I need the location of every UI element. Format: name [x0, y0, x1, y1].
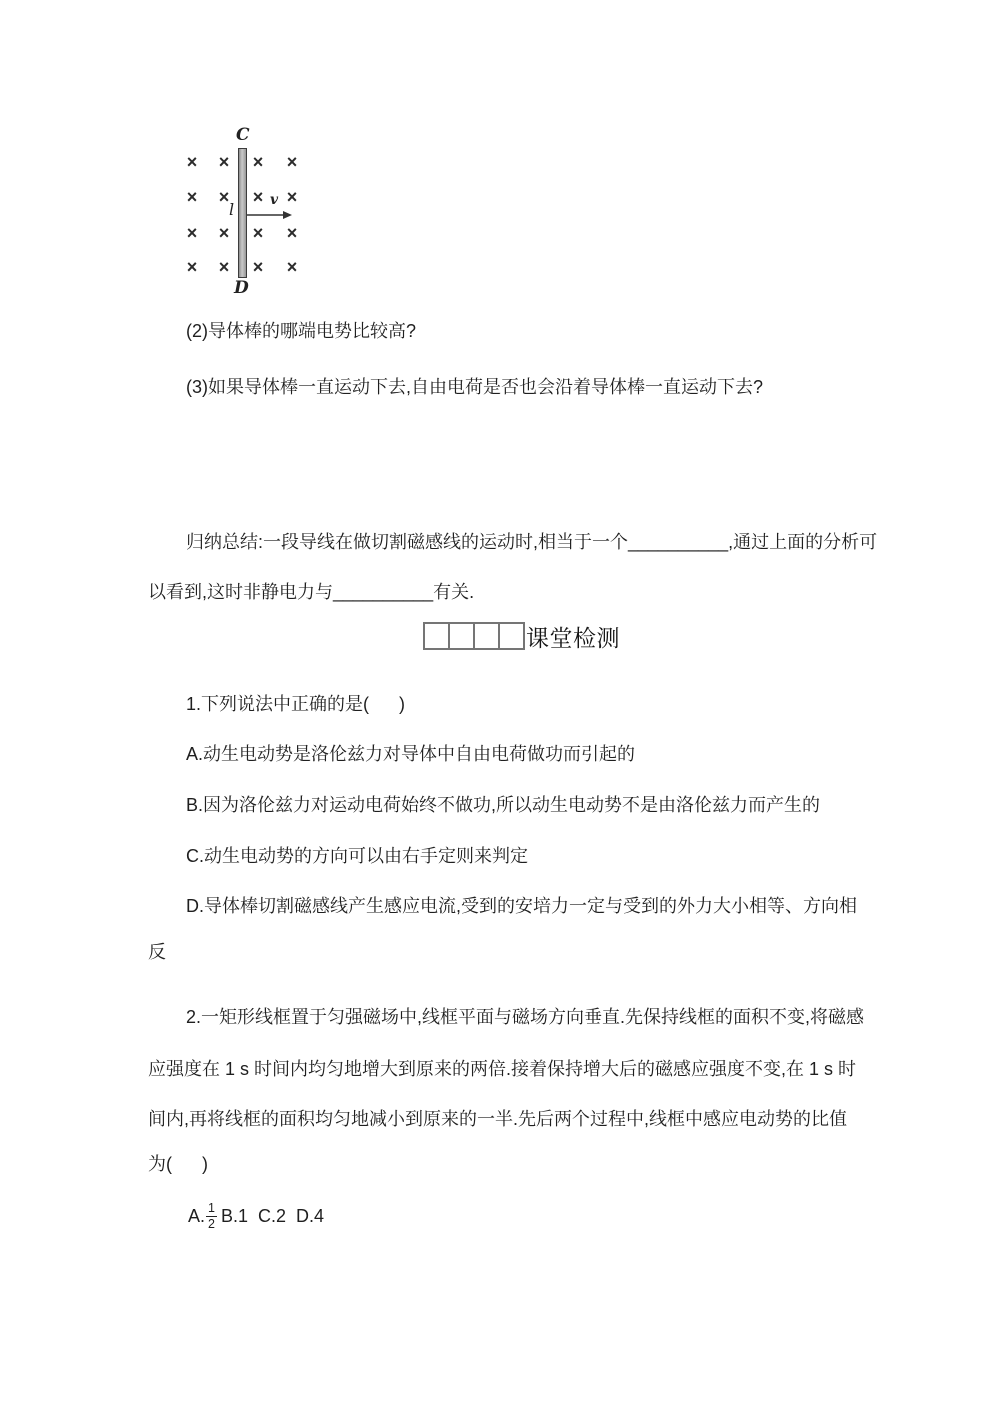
section-header [148, 611, 908, 661]
answer-boxes [423, 622, 523, 650]
velocity-label: v [270, 192, 279, 208]
field-into-page-cross-icon: × [252, 152, 264, 172]
field-into-page-cross-icon: × [286, 187, 298, 207]
section-title: 课堂检测 [526, 624, 620, 651]
field-into-page-cross-icon: × [218, 187, 230, 207]
summary-line-1: 归纳总结:一段导线在做切割磁感线的运动时,相当于一个__________,通过上面的分析可 [186, 532, 878, 552]
answer-box [448, 622, 475, 650]
upper-text-block [148, 0, 908, 617]
summary-line-2: 以看到,这时非静电力与__________有关. [148, 582, 475, 602]
rod-top-label: C [236, 125, 250, 145]
q2-option-a-prefix: A. [188, 1205, 206, 1226]
field-into-page-cross-icon: × [286, 223, 298, 243]
q1-option-c: C.动生电动势的方向可以由右手定则来判定 [186, 846, 528, 866]
field-into-page-cross-icon: × [186, 152, 198, 172]
q1-option-b: B.因为洛伦兹力对运动电荷始终不做功,所以动生电动势不是由洛伦兹力而产生的 [186, 795, 821, 815]
q1-stem: 1.下列说法中正确的是( ) [186, 694, 406, 714]
field-into-page-cross-icon: × [252, 257, 264, 277]
answer-box [473, 622, 500, 650]
field-into-page-cross-icon: × [218, 152, 230, 172]
q2-stem-line-3: 间内,再将线框的面积均匀地减小到原来的一半.先后两个过程中,线框中感应电动势的比值 [148, 1109, 847, 1129]
rod-bottom-label: D [234, 278, 249, 298]
field-into-page-cross-icon: × [286, 257, 298, 277]
rod-length-label: l [229, 200, 235, 219]
answer-box [423, 622, 450, 650]
field-into-page-cross-icon: × [218, 223, 230, 243]
field-into-page-cross-icon: × [186, 223, 198, 243]
document-body [148, 0, 908, 1241]
lower-text-block [148, 679, 908, 1189]
q2-options-rest: B.1 C.2 D.4 [220, 1205, 325, 1226]
answer-box [498, 622, 525, 650]
field-into-page-cross-icon: × [286, 152, 298, 172]
field-into-page-cross-icon: × [218, 257, 230, 277]
q2-options-line [148, 1191, 908, 1241]
field-into-page-cross-icon: × [186, 257, 198, 277]
field-into-page-cross-icon: × [252, 187, 264, 207]
field-into-page-cross-icon: × [252, 223, 264, 243]
field-into-page-cross-icon: × [186, 187, 198, 207]
q2-option-a-fraction [206, 1202, 217, 1231]
q1-option-a: A.动生电动势是洛伦兹力对导体中自由电荷做功而引起的 [186, 744, 636, 764]
q2-stem-line-2: 应强度在 1 s 时间内均匀地增大到原来的两倍.接着保持增大后的磁感应强度不变,在 1 s 时 [148, 1059, 857, 1079]
q2-stem-line-1: 2.一矩形线框置于匀强磁场中,线框平面与磁场方向垂直.先保持线框的面积不变,将磁感 [186, 1007, 865, 1027]
question-3: (3)如果导体棒一直运动下去,自由电荷是否也会沿着导体棒一直运动下去? [186, 377, 764, 397]
fraction-numerator: 1 [208, 1200, 215, 1215]
q1-option-d-line-2: 反 [148, 942, 166, 962]
q1-option-d-line-1: D.导体棒切割磁感线产生感应电流,受到的安培力一定与受到的外力大小相等、方向相 [186, 896, 857, 916]
question-2: (2)导体棒的哪端电势比较高? [186, 321, 417, 341]
q2-stem-line-4: 为( ) [148, 1154, 208, 1174]
fraction-denominator: 2 [208, 1216, 215, 1231]
